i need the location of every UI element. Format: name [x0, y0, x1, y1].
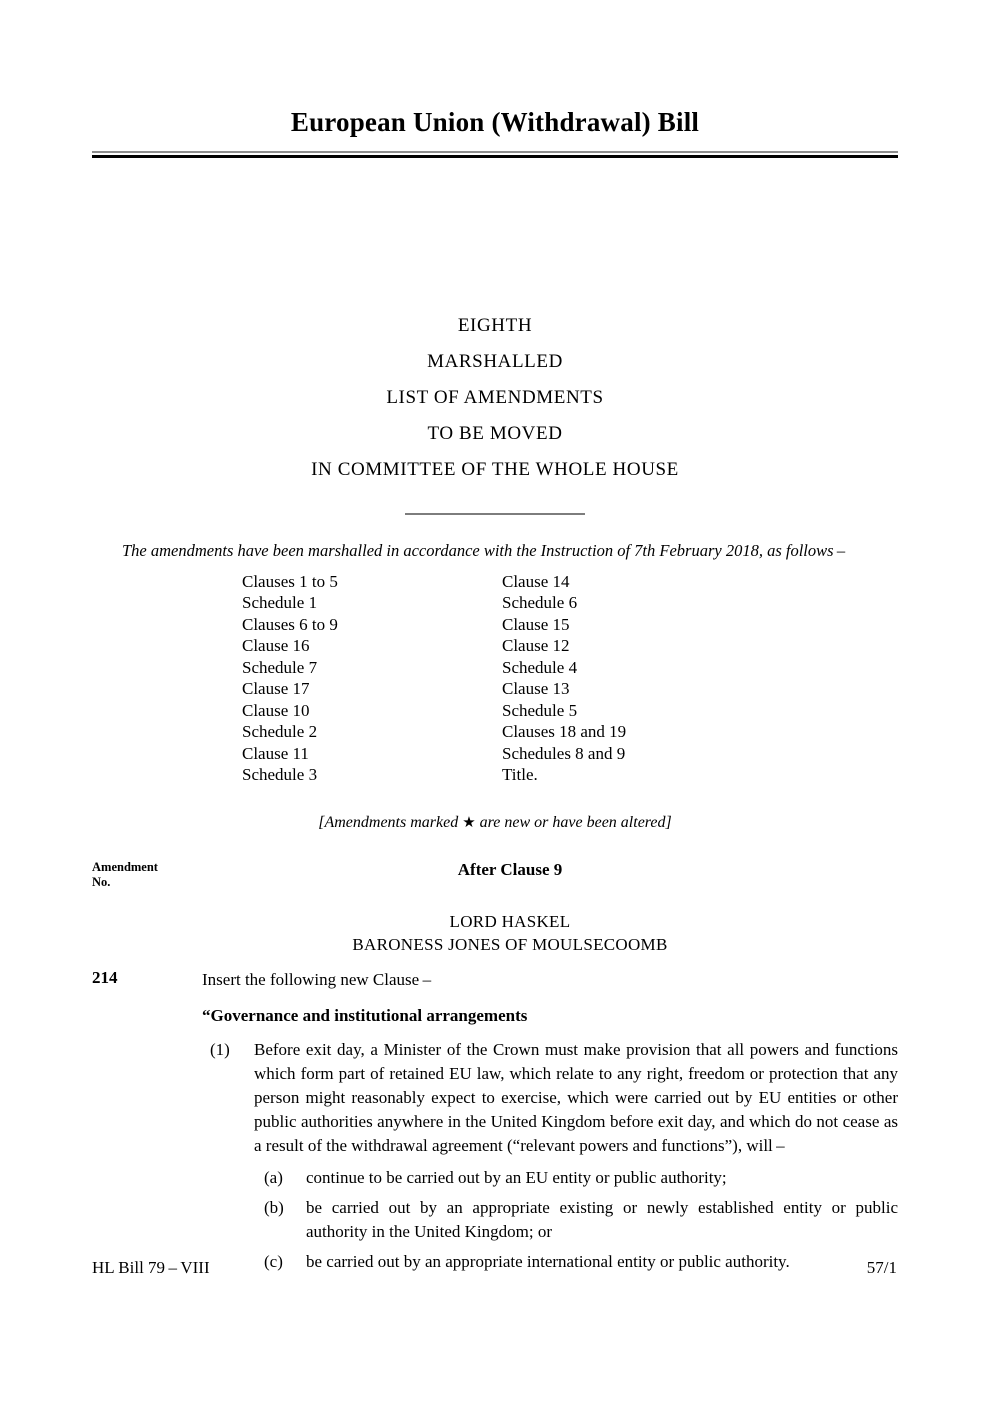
list-item: Schedule 6 — [502, 593, 578, 613]
title-rule-thick — [92, 155, 898, 158]
sub-paragraph — [254, 1166, 898, 1190]
sponsor-list — [92, 910, 898, 956]
sub-paragraph-letter: (a) — [264, 1167, 283, 1187]
amendment-content — [92, 968, 898, 1274]
heading-line-3: LIST OF AMENDMENTS — [386, 386, 604, 408]
list-item: Clause 11 — [242, 743, 309, 763]
heading-line-2: MARSHALLED — [427, 350, 563, 372]
new-clause-heading: “Governance and institutional arrangements — [202, 1005, 528, 1025]
list-item: Title. — [502, 765, 538, 785]
amendment-no-label-line2: No. — [92, 874, 111, 889]
star-icon: ★ — [462, 814, 476, 831]
amendment-no-label — [92, 860, 222, 890]
heading-block — [92, 308, 898, 515]
list-item: Schedule 7 — [242, 657, 318, 677]
amendment-body — [92, 968, 898, 1274]
list-item: Clause 10 — [242, 700, 310, 720]
clause-column-left — [242, 571, 502, 786]
heading-short-divider — [405, 513, 585, 515]
list-item: Clause 13 — [502, 679, 570, 699]
list-item: Schedule 5 — [502, 700, 578, 720]
list-item: Schedule 3 — [242, 765, 318, 785]
page-footer — [92, 1258, 897, 1278]
heading-line-5: IN COMMITTEE OF THE WHOLE HOUSE — [311, 458, 679, 480]
instruction-paragraph: The amendments have been marshalled in accordance with the Instruction of 7th February 2018, as follows – — [122, 540, 846, 560]
sub-paragraph-text: be carried out by an appropriate international entity or public authority. — [306, 1251, 790, 1271]
sub-paragraph-letter: (b) — [264, 1197, 284, 1217]
heading-line-1: EIGHTH — [457, 314, 533, 336]
title-divider — [92, 151, 898, 158]
footer-page-number: 57/1 — [866, 1258, 897, 1277]
list-item: Clause 16 — [242, 636, 310, 656]
list-item: Schedule 1 — [242, 593, 318, 613]
page-title: European Union (Withdrawal) Bill — [290, 107, 700, 137]
sub-paragraph-text: continue to be carried out by an EU entity or public authority; — [306, 1167, 727, 1187]
sub-paragraph — [254, 1196, 898, 1244]
list-item: Schedules 8 and 9 — [502, 743, 626, 763]
star-note-suffix: are new or have been altered] — [475, 813, 672, 831]
list-item: Schedule 4 — [502, 657, 578, 677]
document-page — [92, 0, 898, 1401]
insert-instruction: Insert the following new Clause – — [202, 969, 432, 989]
list-item: Clauses 18 and 19 — [502, 722, 627, 742]
clause-column-right — [502, 571, 762, 786]
star-note — [92, 813, 898, 832]
paragraph-number: (1) — [210, 1039, 230, 1059]
after-clause-heading: After Clause 9 — [457, 859, 563, 879]
amendment-number: 214 — [92, 967, 118, 987]
heading-line-4: TO BE MOVED — [427, 422, 563, 444]
footer-bill-reference: HL Bill 79 – VIII — [92, 1258, 210, 1277]
list-item: Schedule 2 — [242, 722, 318, 742]
clause-list — [92, 571, 898, 786]
list-item: Clause 15 — [502, 614, 570, 634]
amendment-no-label-line1: Amendment — [92, 859, 158, 874]
list-item: Clause 14 — [502, 571, 570, 591]
sub-paragraph-text: be carried out by an appropriate existing or newly established entity or public authority in the United Kingdom; or — [306, 1197, 898, 1241]
list-item: Clauses 6 to 9 — [242, 614, 338, 634]
amendment-header — [92, 860, 898, 894]
list-item: Clauses 1 to 5 — [242, 571, 338, 591]
list-item: Clause 17 — [242, 679, 310, 699]
paragraph-text: Before exit day, a Minister of the Crown must make provision that all powers and functions which form part of retained EU law, which relate to any right, freedom or protection that any person might reasonably expect to exercise, which were carried out by EU entities or other public authorities anywhere in the United Kingdom before exit day, and which do not cease as a result of the withdrawal agreement (“relevant powers and functions”), will – — [254, 1039, 898, 1155]
star-note-prefix: [Amendments marked — [318, 813, 463, 831]
list-item: Clause 12 — [502, 636, 570, 656]
sponsor-name: LORD HASKEL — [449, 911, 571, 931]
numbered-paragraph — [202, 1038, 898, 1158]
sub-paragraph-letter: (c) — [264, 1251, 283, 1271]
sponsor-name: BARONESS JONES OF MOULSECOOMB — [352, 934, 668, 954]
